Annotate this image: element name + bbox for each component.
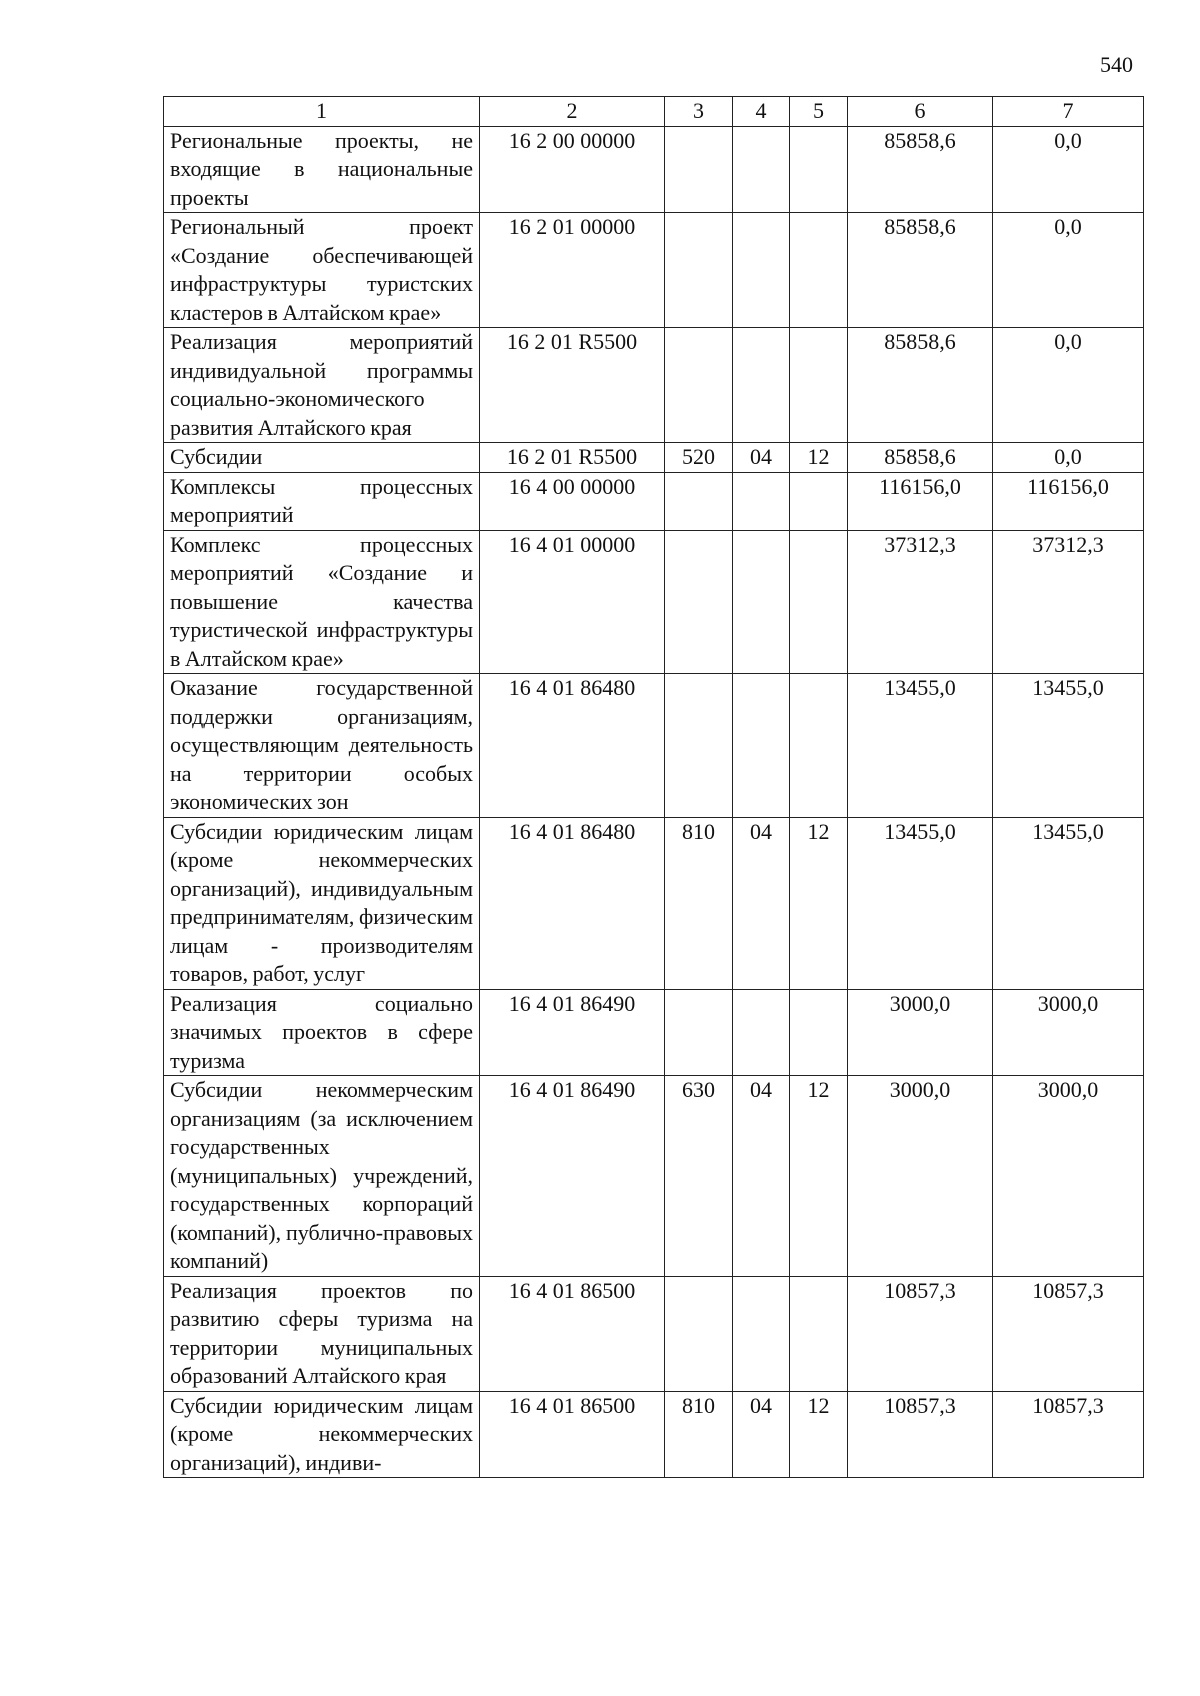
- row-col6: 37312,3: [848, 530, 993, 674]
- row-code: 16 2 00 00000: [480, 126, 665, 213]
- row-col4: [733, 472, 790, 530]
- row-col7: 0,0: [993, 328, 1144, 443]
- row-name: Реализация проектов по развитию сферы туризма на территории муниципальных образований Алтайского края: [164, 1276, 480, 1391]
- row-col5: 12: [790, 1391, 848, 1478]
- row-col3: [665, 328, 733, 443]
- row-col4: [733, 530, 790, 674]
- row-col3: 810: [665, 817, 733, 989]
- row-code: 16 4 01 86490: [480, 989, 665, 1076]
- row-col4: [733, 674, 790, 818]
- row-col6: 116156,0: [848, 472, 993, 530]
- row-col4: [733, 126, 790, 213]
- row-name: Реализация мероприятий индивидуальной программы социально-экономического развития Алтайского края: [164, 328, 480, 443]
- row-col5: 12: [790, 443, 848, 473]
- row-name: Субсидии юридическим лицам (кроме некоммерческих организаций), индивидуальным предпринимателям, физическим лицам - производителям товаров, работ, услуг: [164, 817, 480, 989]
- row-col5: [790, 674, 848, 818]
- table-row: [164, 1391, 1144, 1478]
- table-row: [164, 817, 1144, 989]
- row-col5: [790, 530, 848, 674]
- row-col4: 04: [733, 817, 790, 989]
- row-code: 16 4 01 86500: [480, 1276, 665, 1391]
- row-col6: 3000,0: [848, 1076, 993, 1277]
- column-header-1: 1: [164, 97, 480, 127]
- row-col4: 04: [733, 443, 790, 473]
- row-col7: 0,0: [993, 443, 1144, 473]
- row-code: 16 4 01 86480: [480, 674, 665, 818]
- row-col3: [665, 472, 733, 530]
- row-col4: [733, 328, 790, 443]
- column-header-3: 3: [665, 97, 733, 127]
- table-row: [164, 213, 1144, 328]
- row-col3: [665, 126, 733, 213]
- row-col3: [665, 530, 733, 674]
- row-col4: [733, 1276, 790, 1391]
- table-row: [164, 1276, 1144, 1391]
- header-row: [164, 97, 1144, 127]
- row-col7: 3000,0: [993, 989, 1144, 1076]
- row-col6: 85858,6: [848, 213, 993, 328]
- row-col7: 10857,3: [993, 1391, 1144, 1478]
- row-code: 16 4 01 00000: [480, 530, 665, 674]
- row-col7: 116156,0: [993, 472, 1144, 530]
- table-row: [164, 530, 1144, 674]
- row-col5: [790, 989, 848, 1076]
- table-row: [164, 1076, 1144, 1277]
- row-col7: 0,0: [993, 213, 1144, 328]
- row-col3: [665, 674, 733, 818]
- row-col7: 10857,3: [993, 1276, 1144, 1391]
- column-header-6: 6: [848, 97, 993, 127]
- row-col7: 37312,3: [993, 530, 1144, 674]
- row-col3: 520: [665, 443, 733, 473]
- budget-table: [163, 96, 1144, 1478]
- column-header-5: 5: [790, 97, 848, 127]
- table-row: [164, 472, 1144, 530]
- row-name: Реализация социально значимых проектов в сфере туризма: [164, 989, 480, 1076]
- column-header-7: 7: [993, 97, 1144, 127]
- row-name: Субсидии юридическим лицам (кроме некоммерческих организаций), индиви-: [164, 1391, 480, 1478]
- row-code: 16 2 01 R5500: [480, 443, 665, 473]
- row-col6: 85858,6: [848, 443, 993, 473]
- row-col3: 630: [665, 1076, 733, 1277]
- row-col7: 3000,0: [993, 1076, 1144, 1277]
- row-col4: 04: [733, 1391, 790, 1478]
- row-col3: [665, 1276, 733, 1391]
- row-col3: [665, 213, 733, 328]
- row-col5: [790, 328, 848, 443]
- row-name: Региональный проект «Создание обеспечивающей инфраструктуры туристских кластеров в Алтайском крае»: [164, 213, 480, 328]
- row-col5: [790, 213, 848, 328]
- row-name: Оказание государственной поддержки организациям, осуществляющим деятельность на территории особых экономических зон: [164, 674, 480, 818]
- row-col7: 13455,0: [993, 674, 1144, 818]
- row-code: 16 4 01 86480: [480, 817, 665, 989]
- table-row: [164, 674, 1144, 818]
- row-name: Субсидии некоммерческим организациям (за исключением государственных (муниципальных) учреждений, государственных корпораций (компаний), публично-правовых компаний): [164, 1076, 480, 1277]
- page-number: 540: [1100, 52, 1133, 77]
- table-row: [164, 328, 1144, 443]
- row-col3: [665, 989, 733, 1076]
- row-name: Комплекс процессных мероприятий «Создание и повышение качества туристической инфраструктуры в Алтайском крае»: [164, 530, 480, 674]
- table-row: [164, 126, 1144, 213]
- row-col6: 3000,0: [848, 989, 993, 1076]
- row-col5: [790, 126, 848, 213]
- row-col4: [733, 989, 790, 1076]
- row-col5: 12: [790, 1076, 848, 1277]
- row-code: 16 4 00 00000: [480, 472, 665, 530]
- row-col5: [790, 1276, 848, 1391]
- row-code: 16 4 01 86500: [480, 1391, 665, 1478]
- row-code: 16 4 01 86490: [480, 1076, 665, 1277]
- row-col6: 85858,6: [848, 126, 993, 213]
- row-col3: 810: [665, 1391, 733, 1478]
- row-col4: [733, 213, 790, 328]
- row-col5: 12: [790, 817, 848, 989]
- row-col6: 13455,0: [848, 674, 993, 818]
- row-col5: [790, 472, 848, 530]
- row-col6: 85858,6: [848, 328, 993, 443]
- row-name: Субсидии: [164, 443, 480, 473]
- column-header-4: 4: [733, 97, 790, 127]
- row-col4: 04: [733, 1076, 790, 1277]
- table-row: [164, 989, 1144, 1076]
- table-row: [164, 443, 1144, 473]
- row-col7: 0,0: [993, 126, 1144, 213]
- row-col6: 10857,3: [848, 1276, 993, 1391]
- row-name: Региональные проекты, не входящие в национальные проекты: [164, 126, 480, 213]
- row-code: 16 2 01 R5500: [480, 328, 665, 443]
- row-col7: 13455,0: [993, 817, 1144, 989]
- row-name: Комплексы процессных мероприятий: [164, 472, 480, 530]
- row-code: 16 2 01 00000: [480, 213, 665, 328]
- row-col6: 10857,3: [848, 1391, 993, 1478]
- row-col6: 13455,0: [848, 817, 993, 989]
- column-header-2: 2: [480, 97, 665, 127]
